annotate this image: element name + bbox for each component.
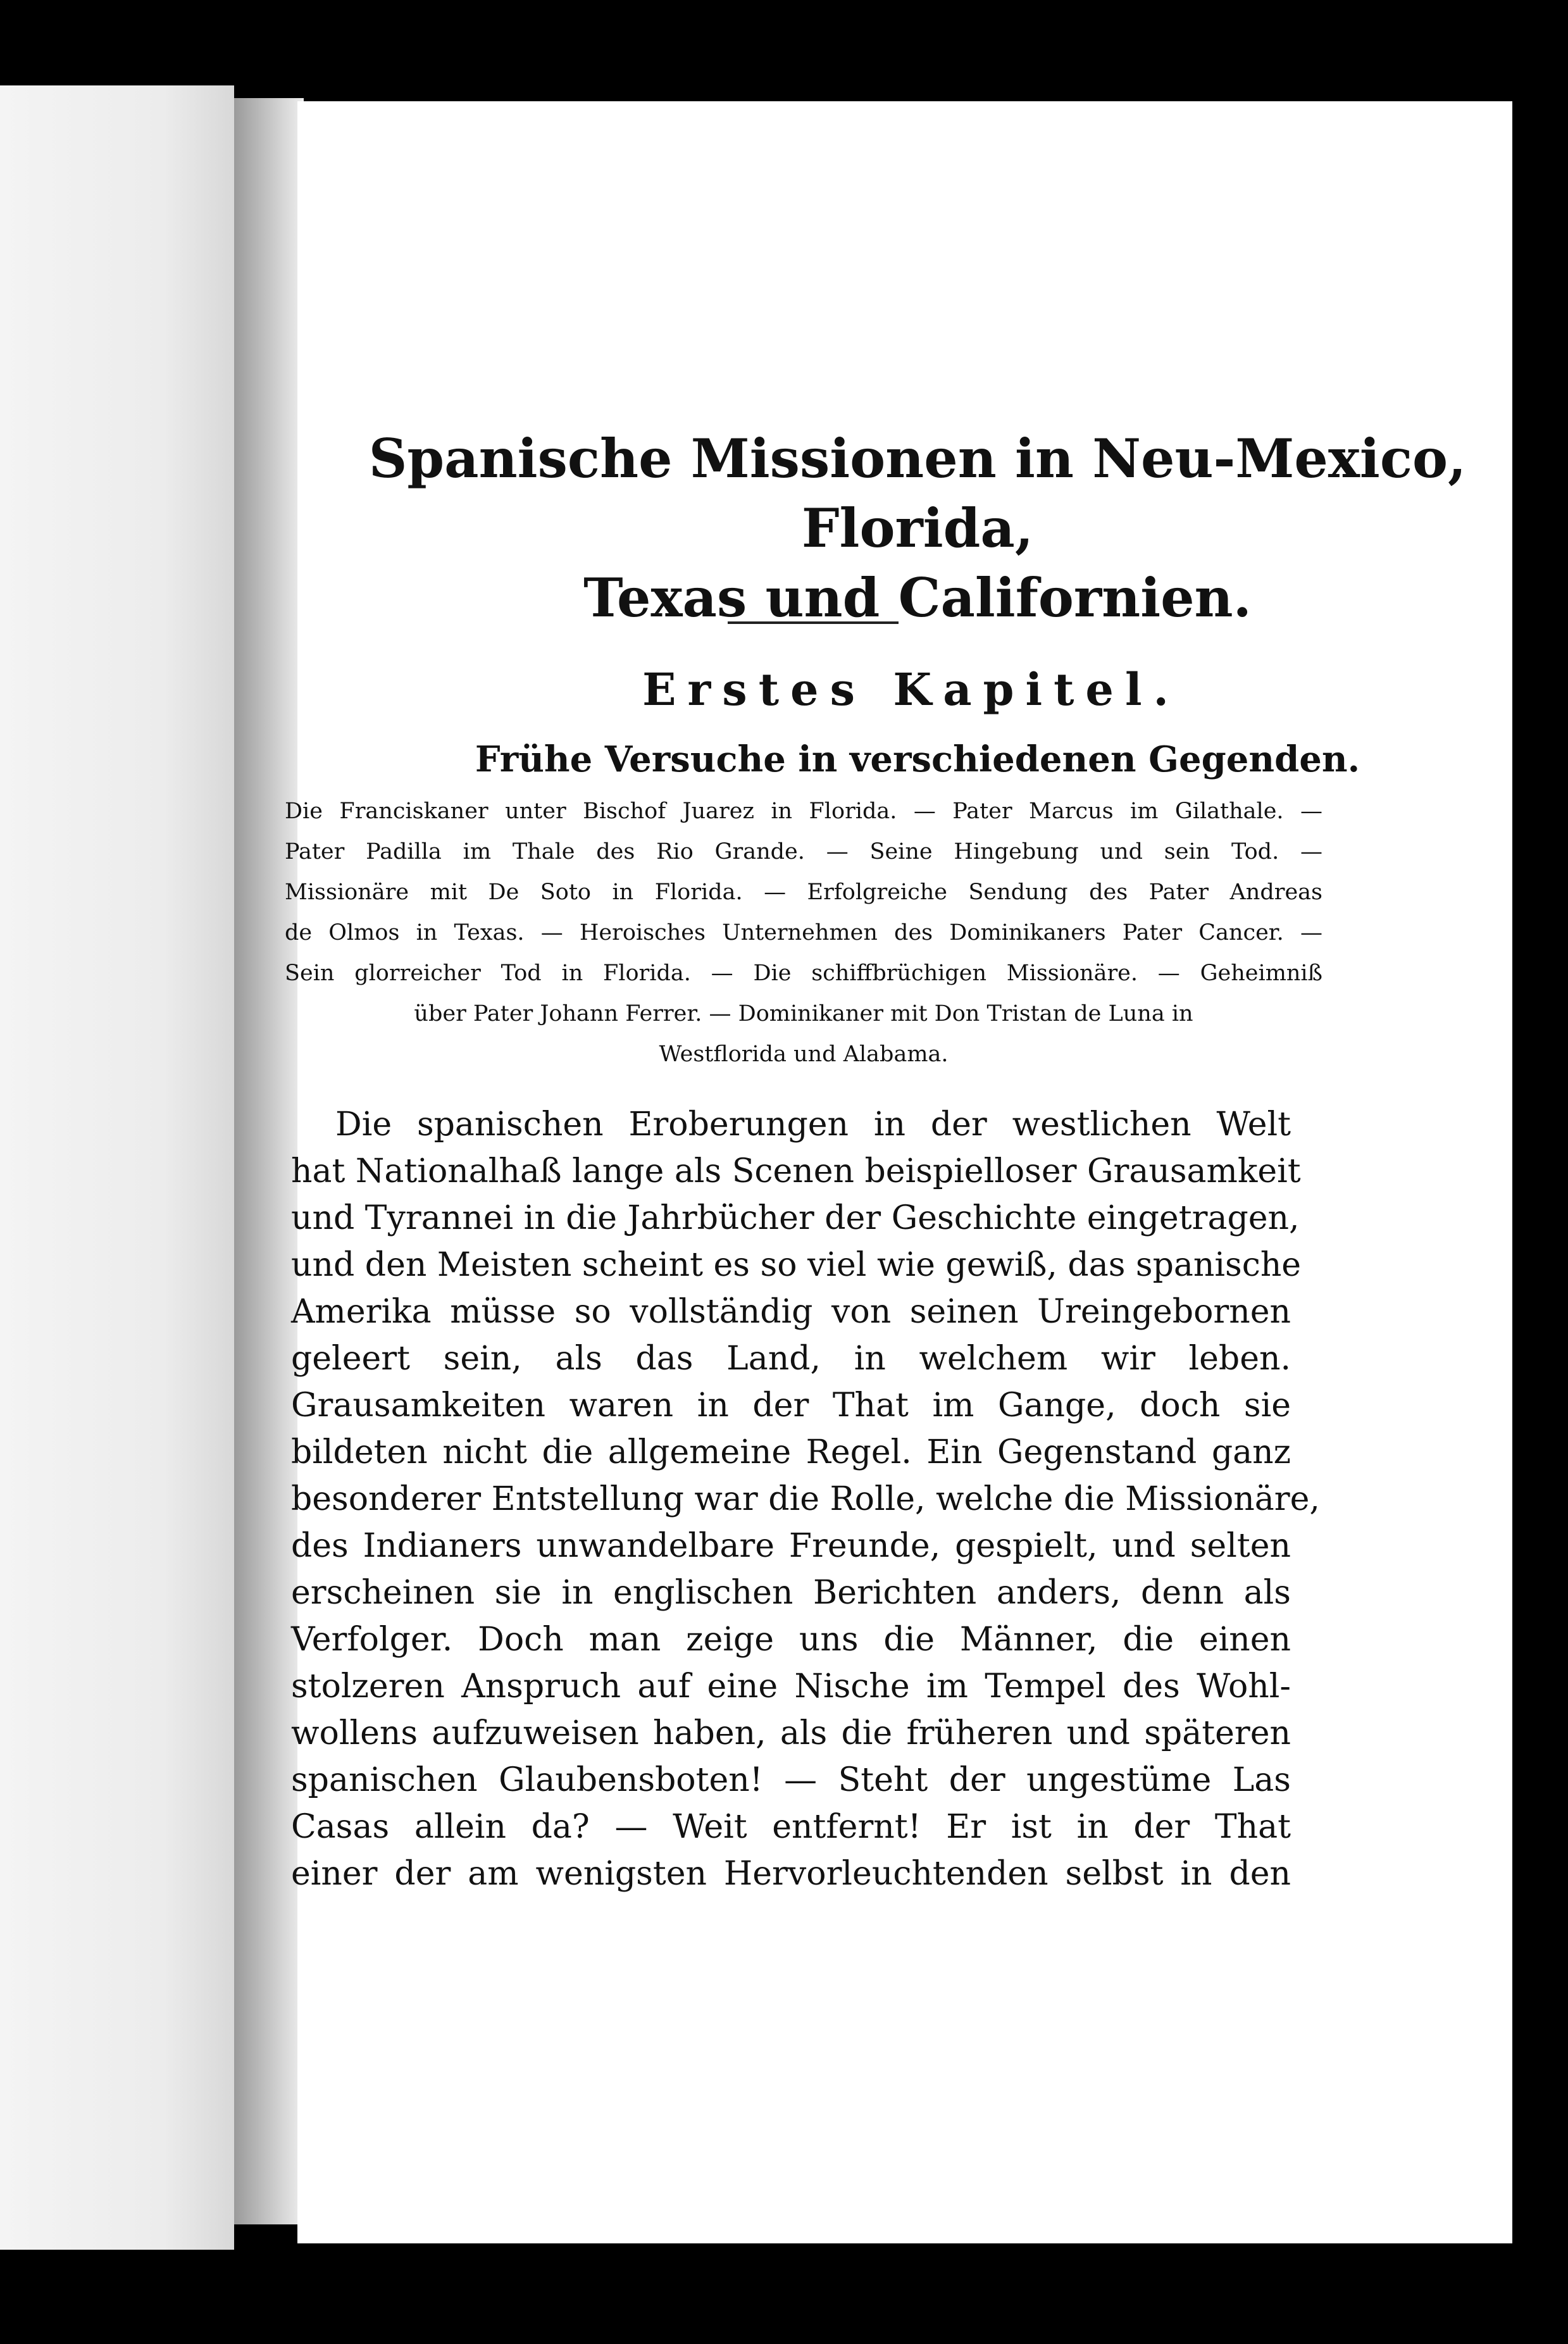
body-line: Grausamkeiten waren in der That im Gange, doch sie xyxy=(291,1387,1291,1424)
body-line: Casas allein da? — Weit entfernt! Er ist in der That xyxy=(291,1808,1291,1846)
body-line: spanischen Glaubensboten! — Steht der ungestüme Las xyxy=(291,1761,1291,1799)
body-line: hat Nationalhaß lange als Scenen beispielloser Grausamkeit xyxy=(291,1152,1301,1190)
chapter-subtitle: Frühe Versuche in verschiedenen Gegenden. xyxy=(475,739,1360,780)
body-line: wollens aufzuweisen haben, als die früheren und späteren xyxy=(291,1714,1291,1752)
body-line: einer der am wenigsten Hervorleuchtenden selbst in den xyxy=(291,1855,1291,1893)
chapter-heading: Erstes Kapitel. xyxy=(642,663,1180,716)
body-paragraph xyxy=(291,1101,1320,1897)
page-title xyxy=(316,424,1519,633)
summary-line: Westflorida und Alabama. xyxy=(659,1042,949,1067)
body-line: Verfolger. Doch man zeige uns die Männer, die einen xyxy=(291,1621,1291,1659)
book-page xyxy=(285,101,1512,2243)
body-line: stolzeren Anspruch auf eine Nische im Tempel des Wohl- xyxy=(291,1668,1291,1705)
summary-line: Pater Padilla im Thale des Rio Grande. — Seine Hingebung und sein Tod. — xyxy=(285,839,1322,864)
body-line: Die spanischen Eroberungen in der westlichen Welt xyxy=(335,1106,1291,1144)
summary-line: Sein glorreicher Tod in Florida. — Die schiffbrüchigen Missionäre. — Geheimniß xyxy=(285,961,1322,986)
summary-line: über Pater Johann Ferrer. — Dominikaner mit Don Tristan de Luna in xyxy=(414,1001,1193,1026)
body-line: erscheinen sie in englischen Berichten anders, denn als xyxy=(291,1574,1291,1612)
title-line-2: Texas und Californien. xyxy=(583,566,1252,629)
title-line-1: Spanische Missionen in Neu-Mexico, Florida, xyxy=(368,427,1467,559)
page-text xyxy=(285,101,1512,2243)
body-line: und den Meisten scheint es so viel wie gewiß, das spanische xyxy=(291,1246,1302,1284)
chapter-summary xyxy=(285,791,1322,1075)
body-line: geleert sein, als das Land, in welchem wir leben. xyxy=(291,1340,1291,1378)
body-line: besonderer Entstellung war die Rolle, welche die Missionäre, xyxy=(291,1480,1320,1518)
facing-page-edge xyxy=(0,85,234,2250)
title-divider xyxy=(728,621,899,624)
summary-line: Die Franciskaner unter Bischof Juarez in Florida. — Pater Marcus im Gilathale. — xyxy=(285,799,1322,824)
body-line: bildeten nicht die allgemeine Regel. Ein Gegenstand ganz xyxy=(291,1433,1291,1471)
body-line: und Tyrannei in die Jahrbücher der Geschichte eingetragen, xyxy=(291,1199,1300,1237)
body-line: Amerika müsse so vollständig von seinen Ureingebornen xyxy=(291,1293,1291,1331)
body-line: des Indianers unwandelbare Freunde, gespielt, und selten xyxy=(291,1527,1291,1565)
summary-line: Missionäre mit De Soto in Florida. — Erfolgreiche Sendung des Pater Andreas xyxy=(285,880,1322,905)
summary-line: de Olmos in Texas. — Heroisches Unternehmen des Dominikaners Pater Cancer. — xyxy=(285,920,1322,945)
